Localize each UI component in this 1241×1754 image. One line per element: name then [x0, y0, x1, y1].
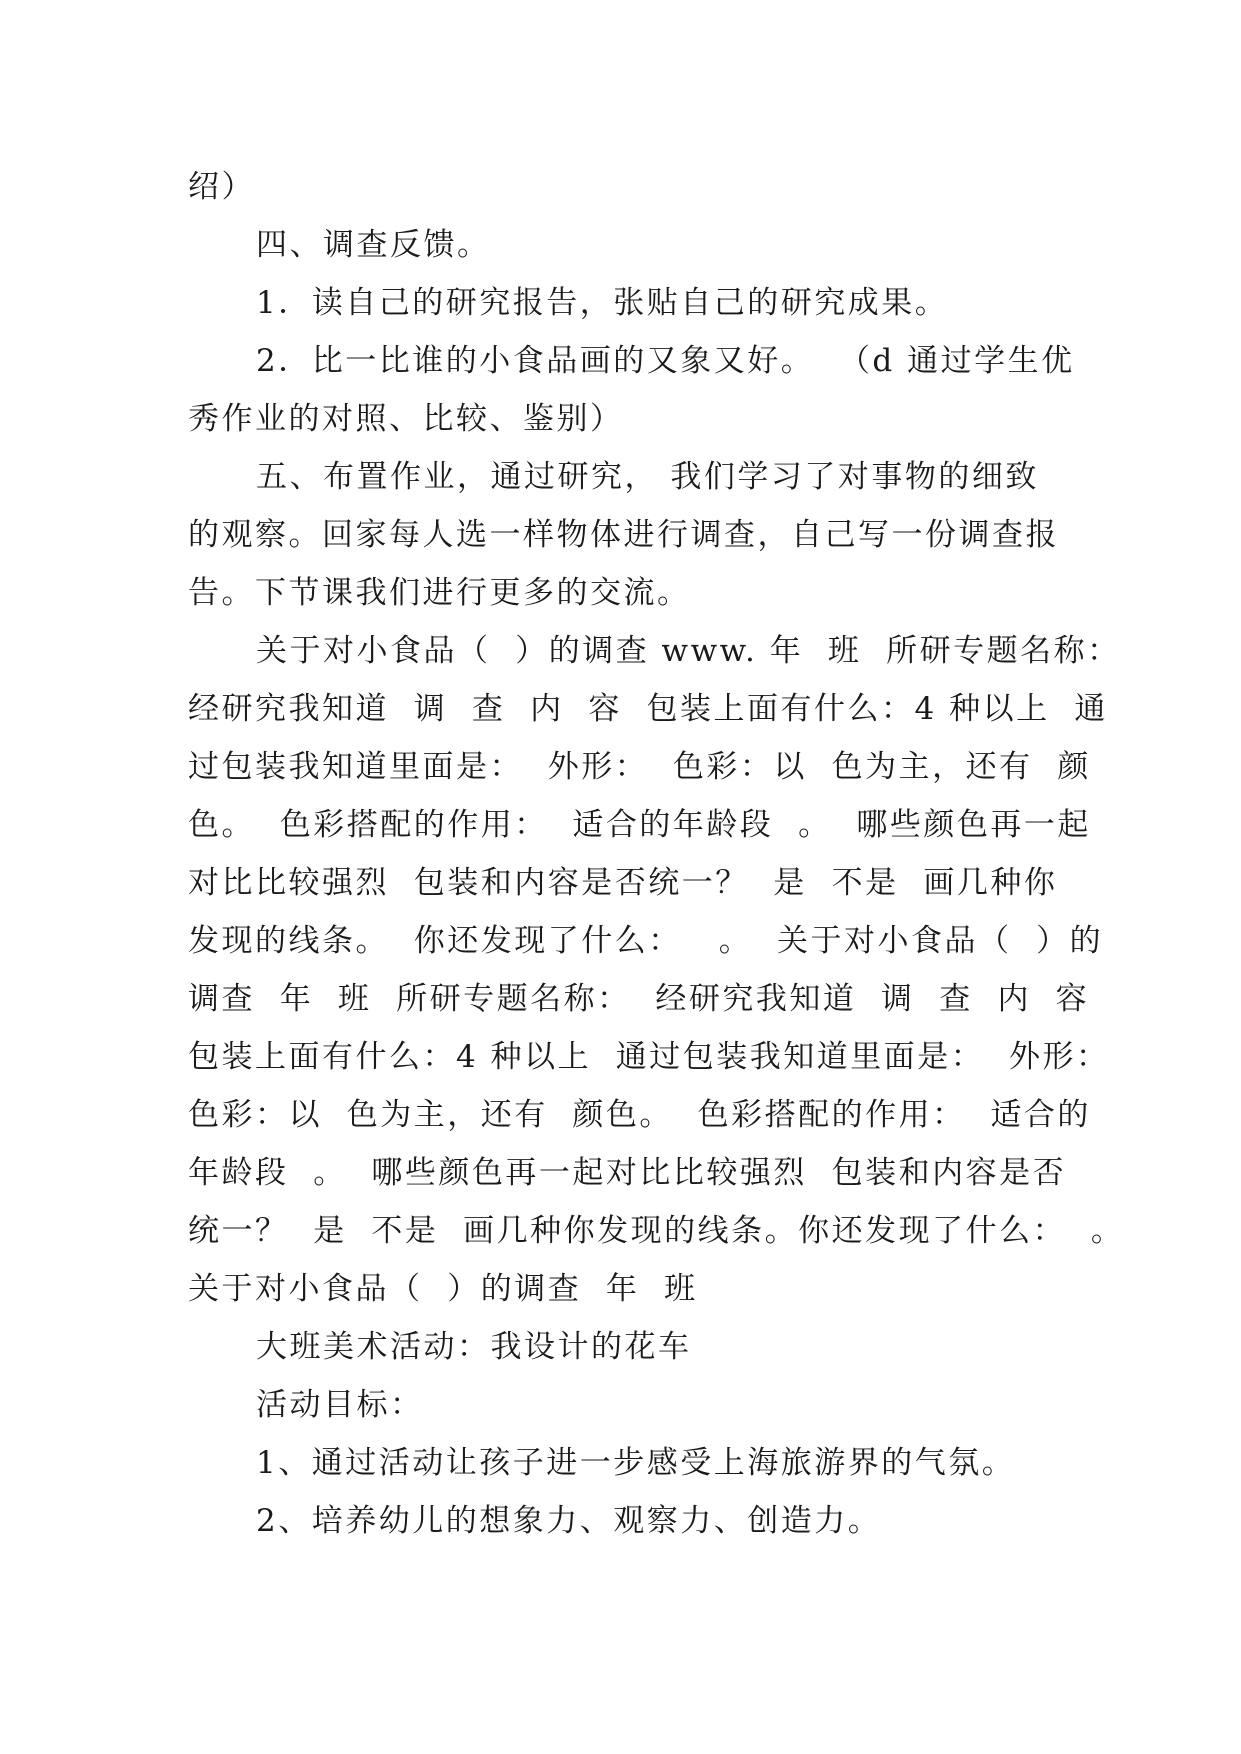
text-line: 过包装我知道里面是： 外形： 色彩：以 色为主，还有 颜 — [188, 749, 1091, 785]
text-line: 包装上面有什么：4 种以上 通过包装我知道里面是： 外形： — [188, 1039, 1110, 1075]
text-line: 大班美术活动：我设计的花车 — [256, 1329, 692, 1365]
document-body — [188, 158, 1125, 1550]
text-line: 年龄段 。 哪些颜色再一起对比比较强烈 包装和内容是否 — [188, 1155, 1067, 1191]
text-line: 调查 年 班 所研专题名称： 经研究我知道 调 查 内 容 — [188, 981, 1090, 1017]
text-line: 的观察。回家每人选一样物体进行调查，自己写一份调查报 — [188, 517, 1059, 553]
text-line: 对比比较强烈 包装和内容是否统一？ 是 不是 画几种你 — [188, 865, 1058, 901]
text-line: 色彩：以 色为主，还有 颜色。 色彩搭配的作用： 适合的 — [188, 1097, 1091, 1133]
text-line: 1、通过活动让孩子进一步感受上海旅游界的气氛。 — [256, 1445, 1016, 1481]
text-line: 经研究我知道 调 查 内 容 包装上面有什么：4 种以上 通 — [188, 691, 1108, 727]
text-line: 2．比一比谁的小食品画的又象又好。 （d 通过学生优 — [256, 343, 1075, 379]
text-line: 绍） — [188, 169, 255, 205]
text-line: 五、布置作业，通过研究， 我们学习了对事物的细致 — [256, 459, 1039, 495]
text-line: 发现的线条。 你还发现了什么： 。 关于对小食品（ ）的 — [188, 923, 1104, 959]
text-line: 1．读自己的研究报告，张贴自己的研究成果。 — [256, 285, 949, 321]
text-line: 四、调查反馈。 — [256, 227, 491, 263]
text-line: 关于对小食品（ ）的调查 年 班 — [188, 1271, 698, 1307]
text-line: 统一？ 是 不是 画几种你发现的线条。你还发现了什么： 。 — [188, 1213, 1125, 1249]
text-line: 2、培养幼儿的想象力、观察力、创造力。 — [256, 1503, 882, 1539]
text-line: 色。 色彩搭配的作用： 适合的年龄段 。 哪些颜色再一起 — [188, 807, 1091, 843]
text-line: 告。下节课我们进行更多的交流。 — [188, 575, 691, 611]
text-line: 秀作业的对照、比较、鉴别） — [188, 401, 624, 437]
text-line: 活动目标： — [256, 1387, 424, 1423]
text-line: 关于对小食品（ ）的调查 www. 年 班 所研专题名称： — [256, 633, 1121, 669]
